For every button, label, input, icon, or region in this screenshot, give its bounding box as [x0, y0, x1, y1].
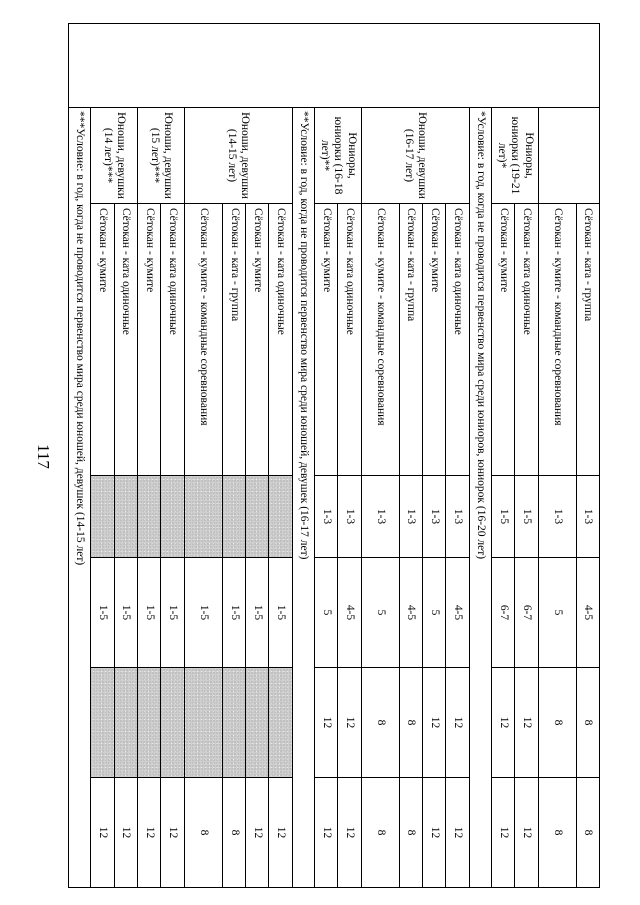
- count-cell: 12: [338, 668, 361, 778]
- count-total-cell: 12: [515, 778, 538, 888]
- count-cell: [138, 668, 161, 778]
- discipline-cell: Сётокан - кумите: [91, 204, 114, 476]
- places-cell: [161, 476, 184, 558]
- count-cell: 8: [361, 668, 399, 778]
- places-range-cell: 6-7: [515, 558, 538, 668]
- places-cell: 1-3: [361, 476, 399, 558]
- count-total-cell: 8: [538, 778, 576, 888]
- places-cell: [184, 476, 222, 558]
- places-range-cell: 4-5: [576, 558, 599, 668]
- count-cell: 12: [314, 668, 337, 778]
- count-cell: [246, 668, 269, 778]
- note-row: [69, 24, 91, 888]
- count-cell: 8: [538, 668, 576, 778]
- places-range-cell: 1-5: [246, 558, 269, 668]
- places-cell: 1-3: [399, 476, 422, 558]
- places-range-cell: 1-5: [138, 558, 161, 668]
- places-range-cell: 4-5: [446, 558, 469, 668]
- age-category: Юниоры, юниорки (19-21 лет)*: [491, 108, 538, 204]
- count-cell: 8: [576, 668, 599, 778]
- age-category-empty: [538, 108, 599, 204]
- table-row: [576, 24, 599, 888]
- places-cell: [91, 476, 114, 558]
- discipline-cell: Сётокан - ката одиночные: [269, 204, 292, 476]
- count-cell: 12: [515, 668, 538, 778]
- count-total-cell: 12: [138, 778, 161, 888]
- count-total-cell: 8: [576, 778, 599, 888]
- count-cell: [269, 668, 292, 778]
- table-row: [446, 24, 469, 888]
- discipline-cell: Сётокан - кумите: [423, 204, 446, 476]
- count-total-cell: 8: [361, 778, 399, 888]
- age-category: Юноши, девушки (14 лет)***: [91, 108, 138, 204]
- count-total-cell: 12: [246, 778, 269, 888]
- note-row: [292, 24, 314, 888]
- discipline-cell: Сётокан - ката одиночные: [114, 204, 137, 476]
- places-range-cell: 5: [423, 558, 446, 668]
- places-range-cell: 5: [361, 558, 399, 668]
- count-cell: [114, 668, 137, 778]
- places-cell: 1-3: [538, 476, 576, 558]
- places-range-cell: 4-5: [338, 558, 361, 668]
- discipline-cell: Сётокан - ката - группа: [222, 204, 245, 476]
- places-range-cell: 5: [314, 558, 337, 668]
- count-total-cell: 12: [314, 778, 337, 888]
- discipline-cell: Сётокан - кумите - командные соревнования: [361, 204, 399, 476]
- table-row: [515, 24, 538, 888]
- discipline-cell: Сётокан - ката одиночные: [161, 204, 184, 476]
- discipline-cell: Сётокан - кумите: [138, 204, 161, 476]
- places-range-cell: 1-5: [161, 558, 184, 668]
- places-range-cell: 1-5: [269, 558, 292, 668]
- discipline-cell: Сётокан - кумите: [246, 204, 269, 476]
- discipline-cell: Сётокан - кумите - командные соревнования: [538, 204, 576, 476]
- count-total-cell: 12: [423, 778, 446, 888]
- places-cell: 1-3: [314, 476, 337, 558]
- places-range-cell: 1-5: [222, 558, 245, 668]
- count-cell: 12: [491, 668, 514, 778]
- places-range-cell: 5: [538, 558, 576, 668]
- places-range-cell: 1-5: [91, 558, 114, 668]
- condition-note: *Условие: в год, когда не проводится первенство мира среди юниоров, юниорок (16-20 лет): [469, 108, 491, 888]
- count-cell: [222, 668, 245, 778]
- places-cell: 1-5: [515, 476, 538, 558]
- places-cell: [138, 476, 161, 558]
- rotated-table-container: [68, 23, 600, 887]
- age-category: Юноши, девушки (14-15 лет): [184, 108, 292, 204]
- discipline-cell: Сётокан - ката одиночные: [338, 204, 361, 476]
- discipline-cell: Сётокан - ката - группа: [399, 204, 422, 476]
- count-total-cell: 12: [338, 778, 361, 888]
- competition-table: [68, 23, 600, 888]
- places-cell: 1-3: [446, 476, 469, 558]
- table-row: [114, 24, 137, 888]
- note-row: [469, 24, 491, 888]
- places-cell: 1-5: [491, 476, 514, 558]
- places-cell: 1-3: [338, 476, 361, 558]
- discipline-cell: Сётокан - кумите: [491, 204, 514, 476]
- page-number: 117: [34, 444, 53, 469]
- places-cell: 1-3: [576, 476, 599, 558]
- count-cell: [91, 668, 114, 778]
- count-total-cell: 12: [114, 778, 137, 888]
- age-category: Юноши, девушки (16-17 лет): [361, 108, 469, 204]
- count-cell: 12: [423, 668, 446, 778]
- count-total-cell: 8: [399, 778, 422, 888]
- table-row: [161, 24, 184, 888]
- age-category: Юноши, девушки (15 лет)***: [138, 108, 185, 204]
- discipline-cell: Сётокан - ката - группа: [576, 204, 599, 476]
- count-cell: 12: [446, 668, 469, 778]
- condition-note: ***Условие: в год, когда не проводится первенство мира среди юношей, девушек (14-15 лет): [69, 108, 91, 888]
- discipline-cell: Сётокан - кумите - командные соревнования: [184, 204, 222, 476]
- places-cell: [269, 476, 292, 558]
- places-range-cell: 1-5: [114, 558, 137, 668]
- count-total-cell: 8: [184, 778, 222, 888]
- places-cell: [246, 476, 269, 558]
- table-body: [69, 24, 600, 888]
- places-cell: [222, 476, 245, 558]
- discipline-cell: Сётокан - кумите: [314, 204, 337, 476]
- count-total-cell: 12: [269, 778, 292, 888]
- condition-note: **Условие: в год, когда не проводится первенство мира среди юношей, девушек (16-17 лет): [292, 108, 314, 888]
- count-total-cell: 12: [491, 778, 514, 888]
- places-cell: 1-3: [423, 476, 446, 558]
- count-total-cell: 12: [91, 778, 114, 888]
- places-range-cell: 4-5: [399, 558, 422, 668]
- places-range-cell: 1-5: [184, 558, 222, 668]
- age-category: Юниоры, юниорки (16-18 лет)**: [314, 108, 361, 204]
- table-row: [338, 24, 361, 888]
- count-cell: [184, 668, 222, 778]
- table-row: [269, 24, 292, 888]
- discipline-cell: Сётокан - ката одиночные: [446, 204, 469, 476]
- blank-margin-column: [69, 24, 600, 108]
- count-total-cell: 12: [161, 778, 184, 888]
- places-cell: [114, 476, 137, 558]
- count-total-cell: 8: [222, 778, 245, 888]
- discipline-cell: Сётокан - ката одиночные: [515, 204, 538, 476]
- count-cell: [161, 668, 184, 778]
- places-range-cell: 6-7: [491, 558, 514, 668]
- count-total-cell: 12: [446, 778, 469, 888]
- count-cell: 8: [399, 668, 422, 778]
